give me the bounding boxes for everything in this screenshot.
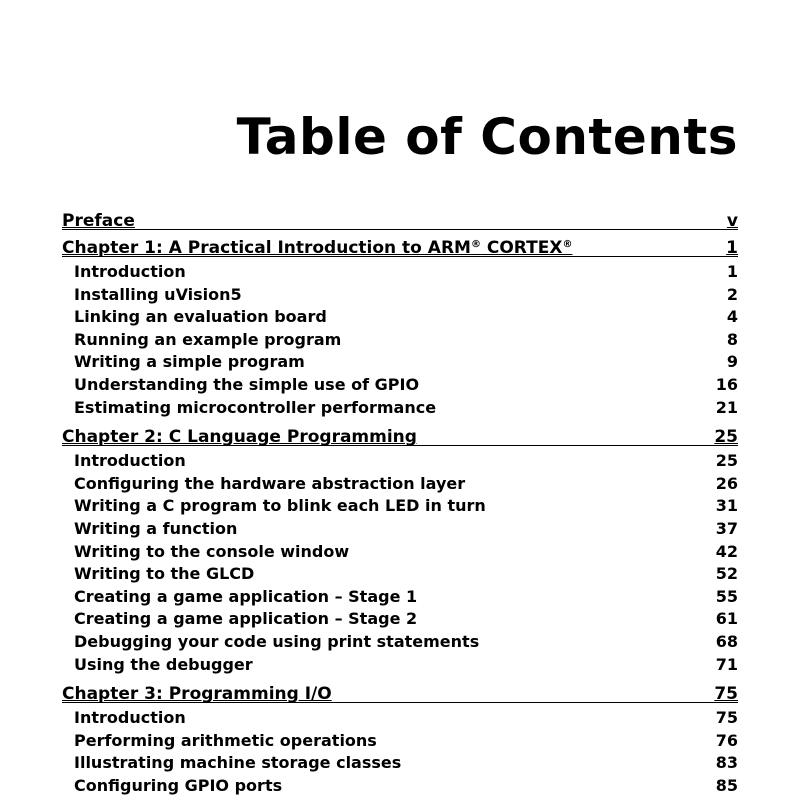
chapter-page: 75 <box>714 684 738 705</box>
toc-entry[interactable] <box>62 730 738 753</box>
chapter-label: Chapter 2: C Language Programming <box>62 427 417 448</box>
entry-page: 52 <box>715 564 738 584</box>
entry-label: Creating a game application – Stage 2 <box>74 609 418 629</box>
entry-label: Writing to the console window <box>74 541 350 561</box>
toc-entry[interactable] <box>62 397 738 420</box>
registered-mark: ® <box>470 239 481 250</box>
entry-label: Illustrating machine storage classes <box>74 753 402 773</box>
entry-page: 4 <box>726 307 738 327</box>
entry-label: Writing a function <box>74 518 238 538</box>
chapter-page: 25 <box>714 427 738 448</box>
entry-label: Introduction <box>74 708 186 728</box>
toc-entry[interactable] <box>62 329 738 352</box>
entry-page: 61 <box>715 609 738 629</box>
chapter-page: 1 <box>726 238 738 258</box>
entry-page: 31 <box>715 496 738 516</box>
toc-entry[interactable] <box>62 306 738 329</box>
toc-entry[interactable] <box>62 261 738 284</box>
chapter-label: Preface <box>62 211 135 231</box>
toc-entry[interactable] <box>62 450 738 473</box>
entry-label: Understanding the simple use of GPIO <box>74 374 420 394</box>
entry-page: 55 <box>715 586 738 606</box>
entry-label: Running an example program <box>74 329 342 349</box>
entry-page: 37 <box>715 518 738 538</box>
entry-page: 25 <box>715 451 738 471</box>
toc-entry[interactable] <box>62 541 738 564</box>
toc-entry[interactable] <box>62 374 738 397</box>
chapter-page: v <box>726 211 738 231</box>
entry-label: Debugging your code using print statements <box>74 631 480 651</box>
entry-page: 85 <box>715 775 738 795</box>
chapter-label: Chapter 3: Programming I/O <box>62 684 332 705</box>
registered-mark: ® <box>562 239 573 250</box>
entry-page: 68 <box>715 631 738 651</box>
toc-entry[interactable] <box>62 284 738 307</box>
entry-label: Configuring GPIO ports <box>74 775 283 795</box>
entry-page: 75 <box>715 708 738 728</box>
table-of-contents <box>62 210 738 797</box>
entry-label: Writing a simple program <box>74 352 305 372</box>
toc-entry[interactable] <box>62 654 738 677</box>
entry-page: 71 <box>715 654 738 674</box>
entry-label: Installing uVision5 <box>74 284 242 304</box>
entry-page: 16 <box>715 374 738 394</box>
toc-entry[interactable] <box>62 586 738 609</box>
toc-entry[interactable] <box>62 473 738 496</box>
page-title: Table of Contents <box>236 108 738 166</box>
entry-page: 26 <box>715 473 738 493</box>
entry-page: 1 <box>726 262 738 281</box>
entry-label: Using the debugger <box>74 654 253 674</box>
entry-label: Estimating microcontroller performance <box>74 397 437 417</box>
toc-entry[interactable] <box>62 775 738 798</box>
entry-page: 8 <box>726 329 738 349</box>
toc-entry[interactable] <box>62 518 738 541</box>
entry-label: Linking an evaluation board <box>74 307 327 327</box>
entry-page: 9 <box>726 352 738 372</box>
chapter-label: Chapter 1: A Practical Introduction to ARM® CORTEX® <box>62 238 573 258</box>
toc-entry[interactable] <box>62 631 738 654</box>
toc-entry[interactable] <box>62 707 738 730</box>
toc-entry[interactable] <box>62 608 738 631</box>
entry-page: 42 <box>715 541 738 561</box>
chapter-divider <box>62 229 738 230</box>
entry-label: Configuring the hardware abstraction layer <box>74 473 466 493</box>
toc-entry[interactable] <box>62 752 738 775</box>
toc-entry[interactable] <box>62 495 738 518</box>
entry-label: Introduction <box>74 451 186 471</box>
entry-page: 76 <box>715 730 738 750</box>
entry-label: Creating a game application – Stage 1 <box>74 586 418 606</box>
entry-label: Writing a C program to blink each LED in turn <box>74 496 486 516</box>
entry-page: 21 <box>715 397 738 417</box>
toc-entry[interactable] <box>62 563 738 586</box>
entry-page: 83 <box>715 753 738 773</box>
toc-entry[interactable] <box>62 351 738 374</box>
entry-label: Introduction <box>74 262 186 281</box>
entry-page: 2 <box>726 284 738 304</box>
entry-label: Writing to the GLCD <box>74 564 255 584</box>
entry-label: Performing arithmetic operations <box>74 730 377 750</box>
